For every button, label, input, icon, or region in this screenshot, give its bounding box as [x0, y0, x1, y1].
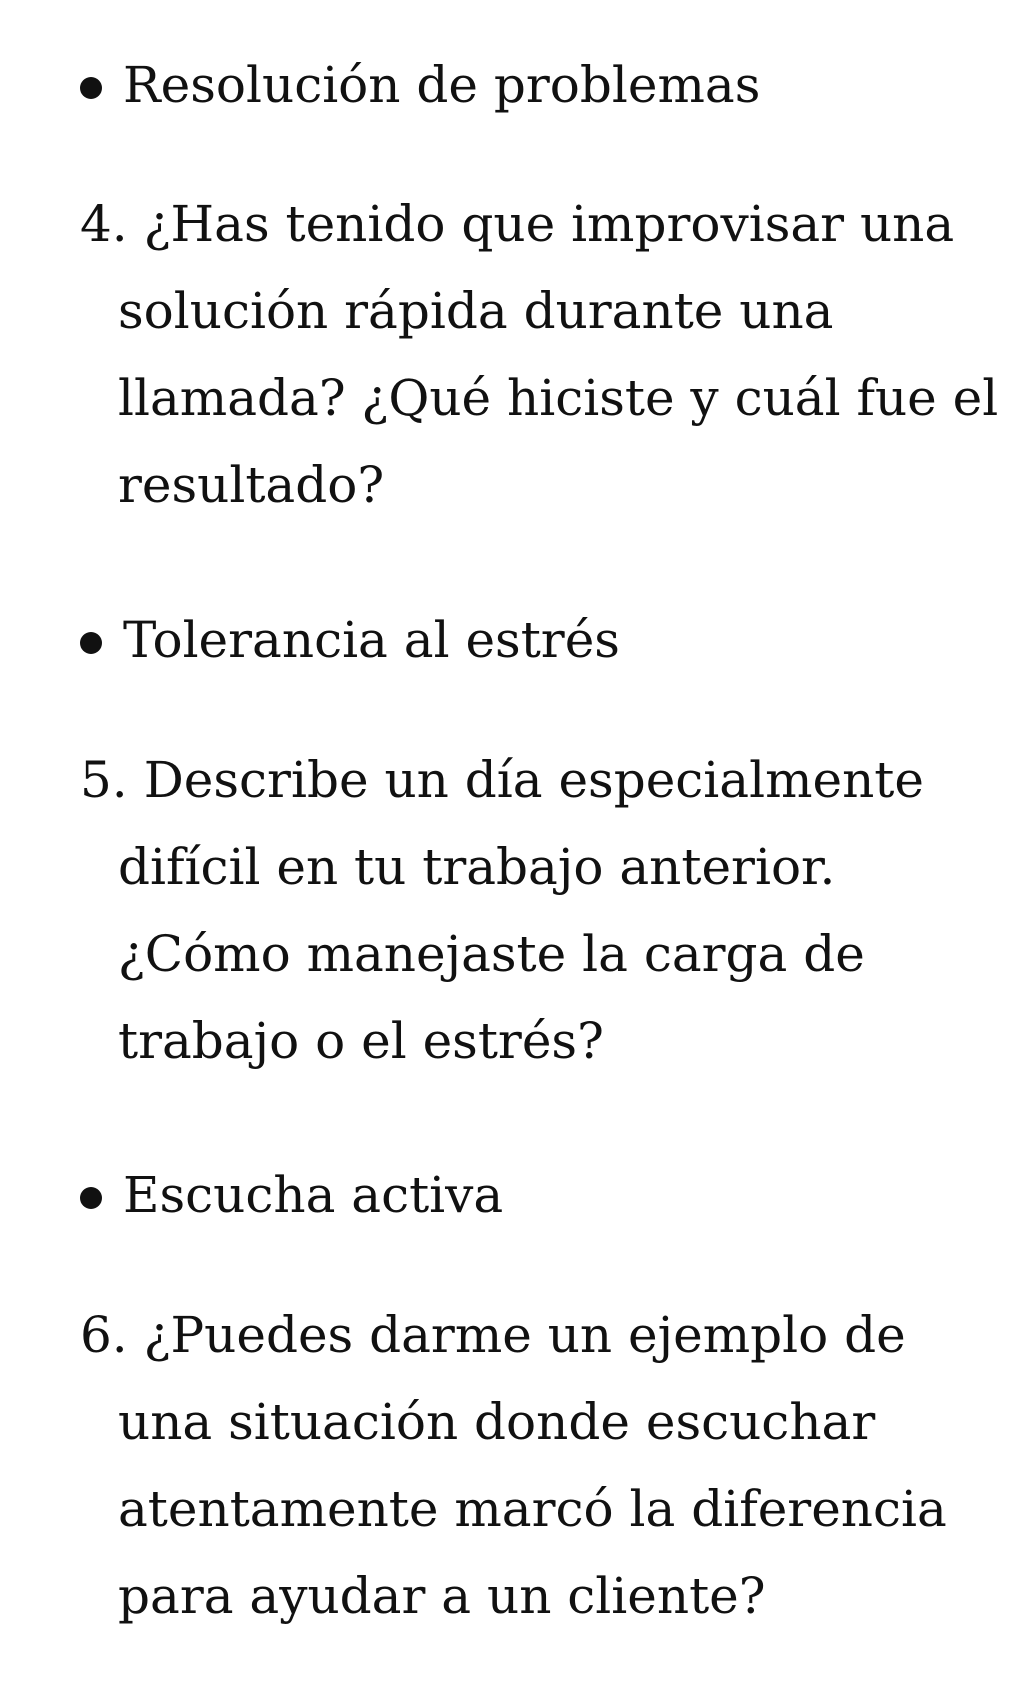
question-5 — [80, 737, 1012, 1085]
question-line — [80, 737, 1012, 824]
question-number: 4. — [80, 195, 128, 253]
bullet-icon — [80, 1187, 102, 1209]
question-number: 5. — [80, 751, 128, 809]
bullet-icon — [80, 77, 102, 99]
question-line — [80, 181, 1012, 268]
bullet-label: Tolerancia al estrés — [123, 611, 620, 669]
question-number: 6. — [80, 1306, 128, 1364]
question-line: atentamente marcó la diferencia — [118, 1480, 947, 1538]
question-line: una situación donde escuchar — [118, 1393, 876, 1451]
bullet-label: Escucha activa — [123, 1166, 504, 1224]
question-6 — [80, 1292, 1012, 1640]
question-line: solución rápida durante una — [118, 282, 834, 340]
question-line: difícil en tu trabajo anterior. — [118, 838, 836, 896]
question-line: trabajo o el estrés? — [118, 1012, 604, 1070]
question-line: llamada? ¿Qué hiciste y cuál fue el — [118, 369, 999, 427]
question-line: ¿Cómo manejaste la carga de — [118, 925, 865, 983]
question-text: Describe un día especialmente — [143, 751, 924, 809]
question-line: resultado? — [118, 456, 385, 514]
bullet-label: Resolución de problemas — [123, 56, 761, 114]
bullet-icon — [80, 632, 102, 654]
question-text: ¿Has tenido que improvisar una — [143, 195, 955, 253]
question-4 — [80, 181, 1012, 529]
question-line — [80, 1292, 1012, 1379]
question-line: para ayudar a un cliente? — [118, 1567, 766, 1625]
question-text: ¿Puedes darme un ejemplo de — [143, 1306, 906, 1364]
